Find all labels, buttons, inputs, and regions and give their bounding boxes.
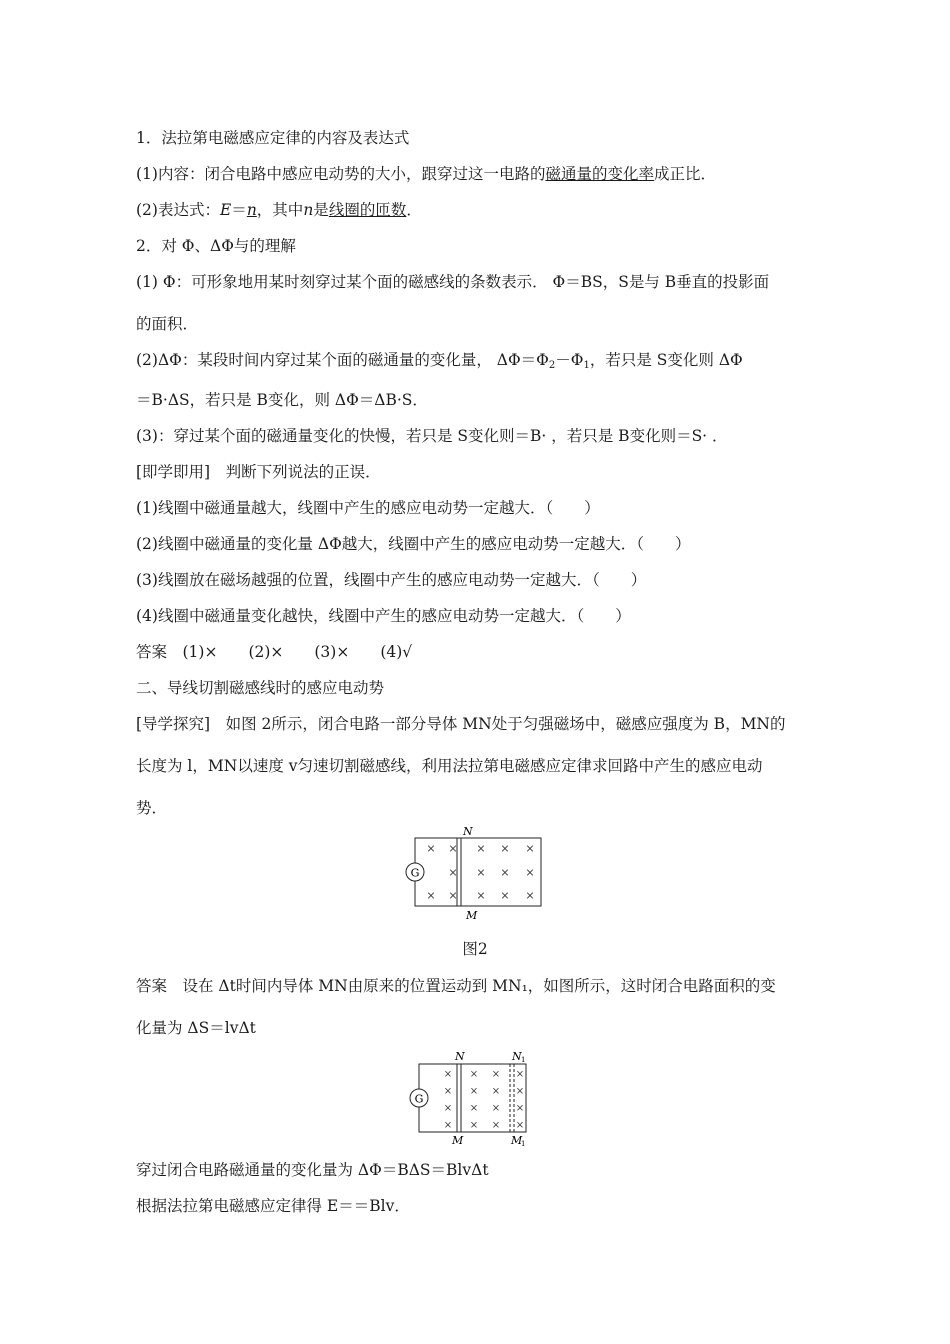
cross-mark: × bbox=[476, 842, 486, 855]
law-content-line bbox=[136, 164, 716, 184]
practice-item-4: (4)线圈中磁通量变化越快，线圈中产生的感应电动势一定越大．（ ） bbox=[136, 607, 631, 625]
cross-mark: × bbox=[469, 1120, 479, 1131]
field-crosses bbox=[444, 1069, 524, 1131]
cross-mark: × bbox=[500, 866, 510, 879]
faraday-law-line: 根据法拉第电磁感应定律得 E＝＝Blv． bbox=[136, 1197, 410, 1215]
content-prefix: (1)内容：闭合电路中感应电动势的大小，跟穿过这一电路的 bbox=[136, 165, 546, 183]
cross-mark: × bbox=[476, 866, 486, 879]
dphi-sub2: 2 bbox=[548, 360, 556, 371]
delta-phi-line-b: ＝B·ΔS，若只是 B变化，则 ΔΦ＝ΔB·S． bbox=[136, 391, 428, 409]
practice-item-3: (3)线圈放在磁场越强的位置，线圈中产生的感应电动势一定越大．（ ） bbox=[136, 571, 647, 589]
cross-mark: × bbox=[426, 889, 436, 902]
flux-change-line: 穿过闭合电路磁通量的变化量为 ΔΦ＝BΔS＝BlvΔt bbox=[136, 1161, 489, 1179]
expr-e: E bbox=[219, 201, 232, 219]
practice-answer: 答案 (1)× (2)× (3)× (4)√ bbox=[136, 643, 413, 661]
cross-mark: × bbox=[443, 1120, 453, 1131]
cross-mark: × bbox=[426, 842, 436, 855]
dphi-prefix: (2)ΔΦ：某段时间内穿过某个面的磁通量的变化量， ΔΦ＝Φ bbox=[136, 351, 549, 369]
dphi-sub1: 1 bbox=[583, 360, 590, 371]
label-m: M bbox=[452, 1134, 464, 1147]
section1-title: 1．法拉第电磁感应定律的内容及表达式 bbox=[136, 129, 410, 147]
practice-item-1: (1)线圈中磁通量越大，线圈中产生的感应电动势一定越大．（ ） bbox=[136, 499, 600, 517]
cross-mark: × bbox=[515, 1120, 525, 1131]
cross-mark: × bbox=[525, 842, 535, 855]
galvanometer-label: G bbox=[414, 1092, 424, 1106]
cross-mark: × bbox=[443, 1103, 453, 1114]
practice-item-2: (2)线圈中磁通量的变化量 ΔΦ越大，线圈中产生的感应电动势一定越大．（ ） bbox=[136, 535, 691, 553]
expr-end: ． bbox=[406, 201, 422, 219]
cross-mark: × bbox=[448, 866, 458, 879]
galvanometer-label: G bbox=[410, 866, 420, 880]
expr-mid: ，其中 bbox=[256, 201, 304, 219]
phi-def-line-b: 的面积． bbox=[136, 315, 199, 333]
cross-mark: × bbox=[491, 1120, 501, 1131]
figure-3 bbox=[400, 1046, 540, 1150]
content-suffix: 成正比． bbox=[653, 165, 716, 183]
expr-eq: ＝ bbox=[231, 201, 247, 219]
part2-heading: 二、导线切割磁感线时的感应电动势 bbox=[136, 679, 385, 697]
label-m1-sub: 1 bbox=[521, 1140, 526, 1148]
dphi-mid: －Φ bbox=[555, 351, 584, 369]
label-m1: M bbox=[511, 1134, 523, 1147]
content-underlined: 磁通量的变化率 bbox=[545, 165, 654, 183]
answer-line-a: 答案 设在 Δt时间内导体 MN由原来的位置运动到 MN₁，如图所示，这时闭合电路面积的变 bbox=[136, 977, 776, 995]
cross-mark: × bbox=[525, 889, 535, 902]
part2-intro-b: 长度为 l，MN以速度 v匀速切割磁感线，利用法拉第电磁感应定律求回路中产生的感应电动 bbox=[136, 757, 763, 775]
label-m: M bbox=[466, 909, 478, 922]
field-crosses bbox=[426, 842, 534, 902]
expr-underlined: 线圈的匝数 bbox=[328, 201, 407, 219]
cross-mark: × bbox=[476, 889, 486, 902]
delta-phi-line-a bbox=[136, 350, 743, 376]
part2-intro-c: 势． bbox=[136, 799, 168, 817]
part2-intro-a: [导学探究] 如图 2所示，闭合电路一部分导体 MN处于匀强磁场中，磁感应强度为 B，MN的 bbox=[136, 715, 786, 733]
cross-mark: × bbox=[469, 1069, 479, 1080]
cross-mark: × bbox=[515, 1086, 525, 1097]
section2-title: 2．对 Φ、ΔΦ与的理解 bbox=[136, 237, 296, 255]
phi-def-line-a: (1) Φ：可形象地用某时刻穿过某个面的磁感线的条数表示． Φ＝BS，S是与 B垂直的投影面 bbox=[136, 273, 770, 291]
figure-2 bbox=[400, 826, 550, 926]
cross-mark: × bbox=[491, 1069, 501, 1080]
label-n: N bbox=[455, 1050, 465, 1063]
cross-mark: × bbox=[525, 866, 535, 879]
rate-line: (3)：穿过某个面的磁通量变化的快慢，若只是 S变化则＝B· ，若只是 B变化则＝S· ． bbox=[136, 427, 728, 445]
expr-is: 是 bbox=[313, 201, 329, 219]
cross-mark: × bbox=[500, 889, 510, 902]
answer-line-b: 化量为 ΔS＝lvΔt bbox=[136, 1019, 256, 1037]
law-expression-line bbox=[136, 200, 422, 220]
expr-prefix: (2)表达式： bbox=[136, 201, 220, 219]
practice-header: [即学即用] 判断下列说法的正误． bbox=[136, 463, 381, 481]
cross-mark: × bbox=[448, 889, 458, 902]
cross-mark: × bbox=[491, 1086, 501, 1097]
cross-mark: × bbox=[448, 842, 458, 855]
cross-mark: × bbox=[469, 1086, 479, 1097]
cross-mark: × bbox=[491, 1103, 501, 1114]
dphi-suffix: ，若只是 S变化则 ΔΦ bbox=[589, 351, 743, 369]
label-n1-sub: 1 bbox=[521, 1056, 526, 1064]
cross-mark: × bbox=[515, 1069, 525, 1080]
cross-mark: × bbox=[515, 1103, 525, 1114]
expr-n: n bbox=[303, 201, 314, 219]
cross-mark: × bbox=[443, 1086, 453, 1097]
label-n1: N bbox=[512, 1050, 522, 1063]
expr-n-underlined: n bbox=[246, 201, 257, 219]
cross-mark: × bbox=[443, 1069, 453, 1080]
figure-2-caption: 图2 bbox=[462, 940, 488, 958]
cross-mark: × bbox=[500, 842, 510, 855]
cross-mark: × bbox=[469, 1103, 479, 1114]
label-n: N bbox=[463, 826, 473, 838]
